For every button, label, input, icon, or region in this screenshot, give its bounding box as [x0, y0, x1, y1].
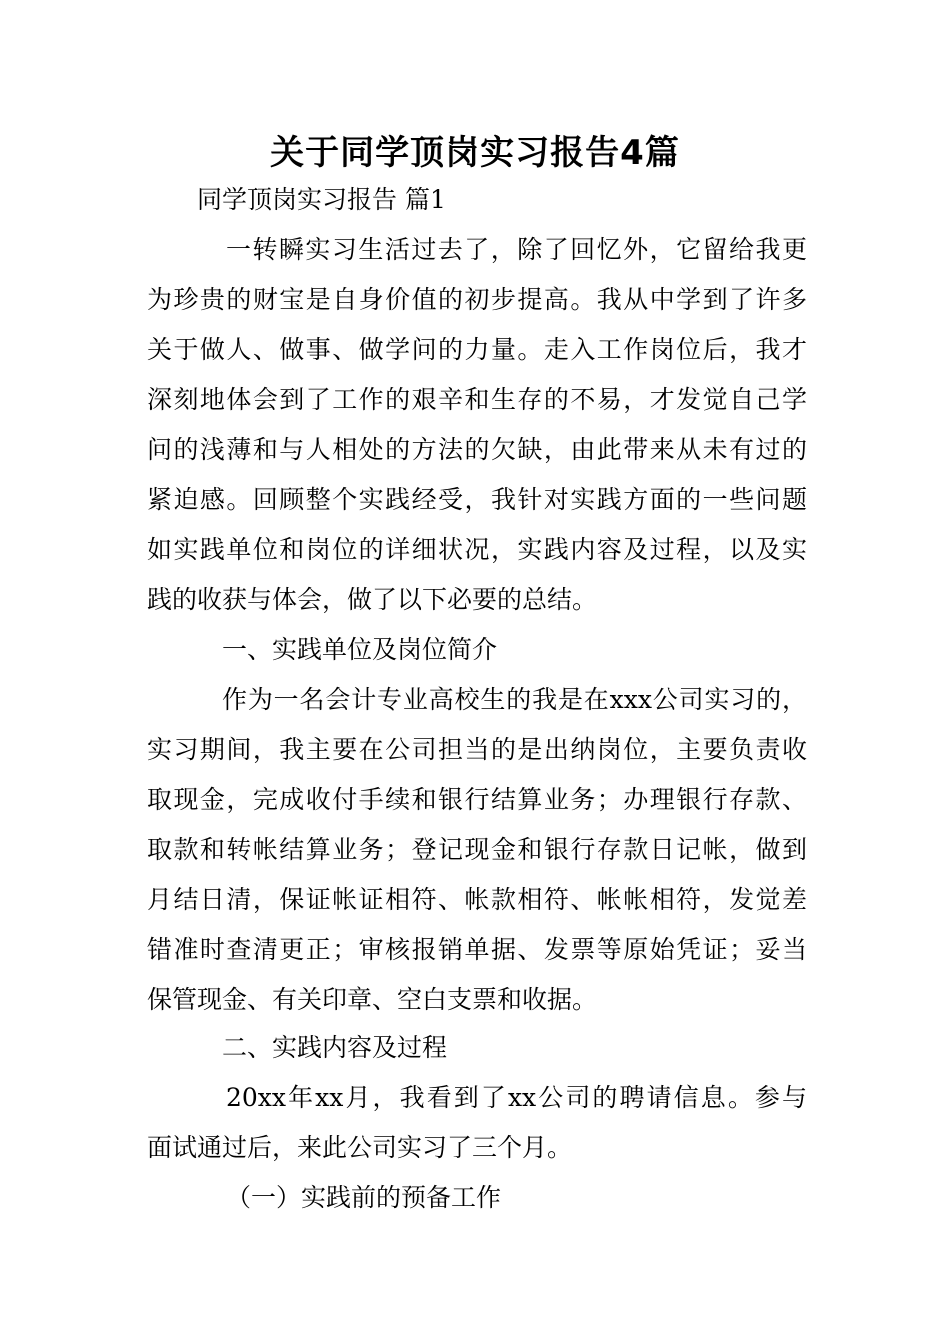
paragraph-line: 20xx年xx月，我看到了xx公司的聘请信息。参与 — [226, 1083, 807, 1112]
paragraph-line: 取款和转帐结算业务；登记现金和银行存款日记帐，做到 — [147, 835, 807, 864]
paragraph-line: 为珍贵的财宝是自身价值的初步提高。我从中学到了许多 — [147, 285, 807, 314]
paragraph-line: 错准时查清更正；审核报销单据、发票等原始凭证；妥当 — [147, 935, 807, 964]
paragraph-line: 深刻地体会到了工作的艰辛和生存的不易，才发觉自己学 — [147, 385, 807, 414]
paragraph-line: 取现金，完成收付手续和银行结算业务；办理银行存款、 — [147, 785, 807, 814]
paragraph-line: 如实践单位和岗位的详细状况，实践内容及过程，以及实 — [147, 535, 807, 564]
paragraph-line: 作为一名会计专业高校生的我是在xxx公司实习的， — [222, 685, 807, 714]
section-heading: 二、实践内容及过程 — [222, 1033, 448, 1062]
paragraph-line: 一转瞬实习生活过去了，除了回忆外，它留给我更 — [226, 235, 807, 264]
paragraph-line: 面试通过后，来此公司实习了三个月。 — [147, 1133, 573, 1162]
paragraph-line: 关于做人、做事、做学问的力量。走入工作岗位后，我才 — [147, 335, 807, 364]
section-heading: 一、实践单位及岗位简介 — [222, 635, 498, 664]
paragraph-line: 保管现金、有关印章、空白支票和收据。 — [147, 985, 598, 1014]
paragraph-line: 实习期间，我主要在公司担当的是出纳岗位，主要负责收 — [147, 735, 807, 764]
paragraph-line: 紧迫感。回顾整个实践经受，我针对实践方面的一些问题 — [147, 485, 807, 514]
section-subtitle: 同学顶岗实习报告 篇1 — [197, 185, 446, 214]
paragraph-line: 践的收获与体会，做了以下必要的总结。 — [147, 585, 598, 614]
subsection-heading: （一）实践前的预备工作 — [226, 1183, 502, 1212]
paragraph-line: 问的浅薄和与人相处的方法的欠缺，由此带来从未有过的 — [147, 435, 807, 464]
paragraph-line: 月结日清，保证帐证相符、帐款相符、帐帐相符，发觉差 — [147, 885, 807, 914]
document-title: 关于同学顶岗实习报告4篇 — [270, 133, 680, 173]
